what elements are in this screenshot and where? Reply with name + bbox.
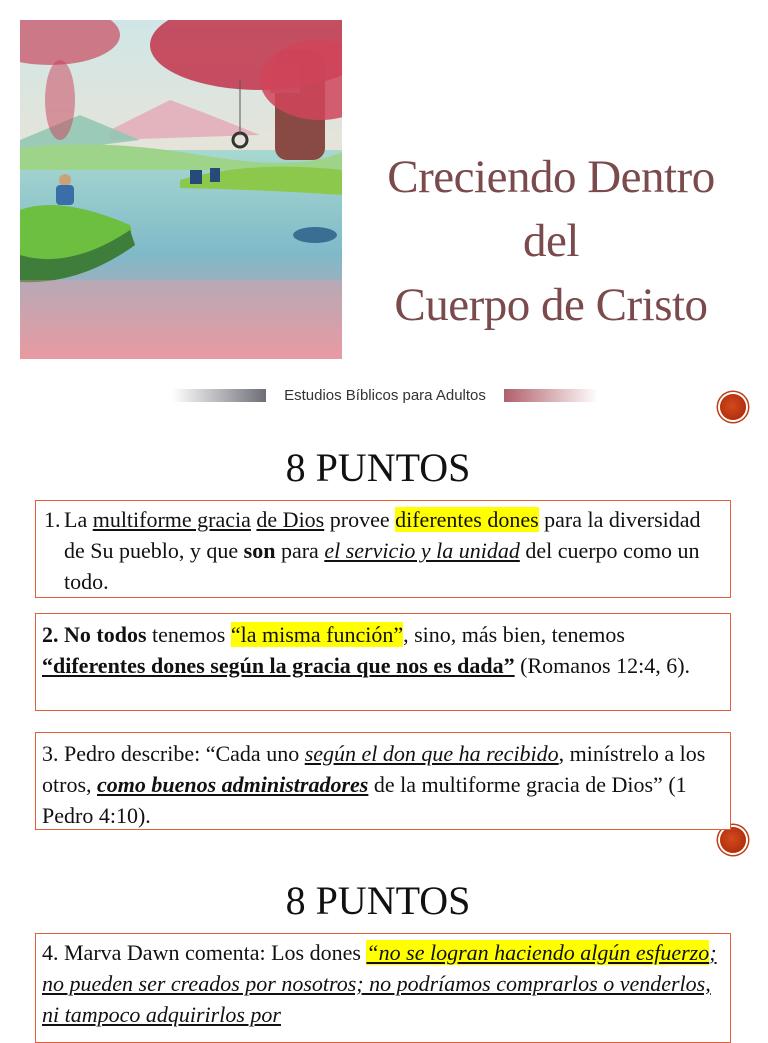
slide-dot-icon	[720, 827, 746, 853]
subtitle-band	[172, 386, 598, 406]
cover-subtitle: Estudios Bíblicos para Adultos	[284, 387, 486, 404]
slide-1-heading: 8 PUNTOS	[285, 445, 471, 490]
point-3-box	[35, 732, 731, 830]
point-1-number: 1.	[44, 507, 61, 532]
point-1-box	[35, 500, 731, 598]
slide-dot-icon	[720, 394, 746, 420]
slide-2-heading: 8 PUNTOS	[285, 878, 471, 923]
point-4-box	[35, 933, 731, 1043]
point-3-text: 3. Pedro describe: “Cada uno según el don que ha recibido, minístrelo a los otros, como buenos administradores de la multiforme gracia de Dios” (1 Pedro 4:10).	[42, 741, 706, 828]
point-4-text: 4. Marva Dawn comenta: Los dones “no se logran haciendo algún esfuerzo; no pueden ser creados por nosotros; no podríamos comprarlos o venderlos, ni tampoco adquirirlos por	[42, 940, 717, 1027]
cover-title-line-2: Cuerpo de Cristo	[394, 279, 708, 331]
point-2-box	[35, 613, 731, 711]
point-2-text: 2. No todos tenemos “la misma función”, sino, más bien, tenemos “diferentes dones según la gracia que nos es dada” (Romanos 12:4, 6).	[42, 622, 691, 678]
band-left-decoration	[172, 389, 266, 402]
cover-title-line-1: Creciendo Dentro del	[387, 151, 715, 267]
point-1-text: La multiforme gracia de Dios provee diferentes dones para la diversidad de Su pueblo, y que son para el servicio y la unidad del cuerpo como un todo.	[64, 507, 701, 594]
cover-illustration	[20, 20, 342, 359]
band-right-decoration	[504, 389, 598, 402]
cover-title	[356, 145, 746, 337]
